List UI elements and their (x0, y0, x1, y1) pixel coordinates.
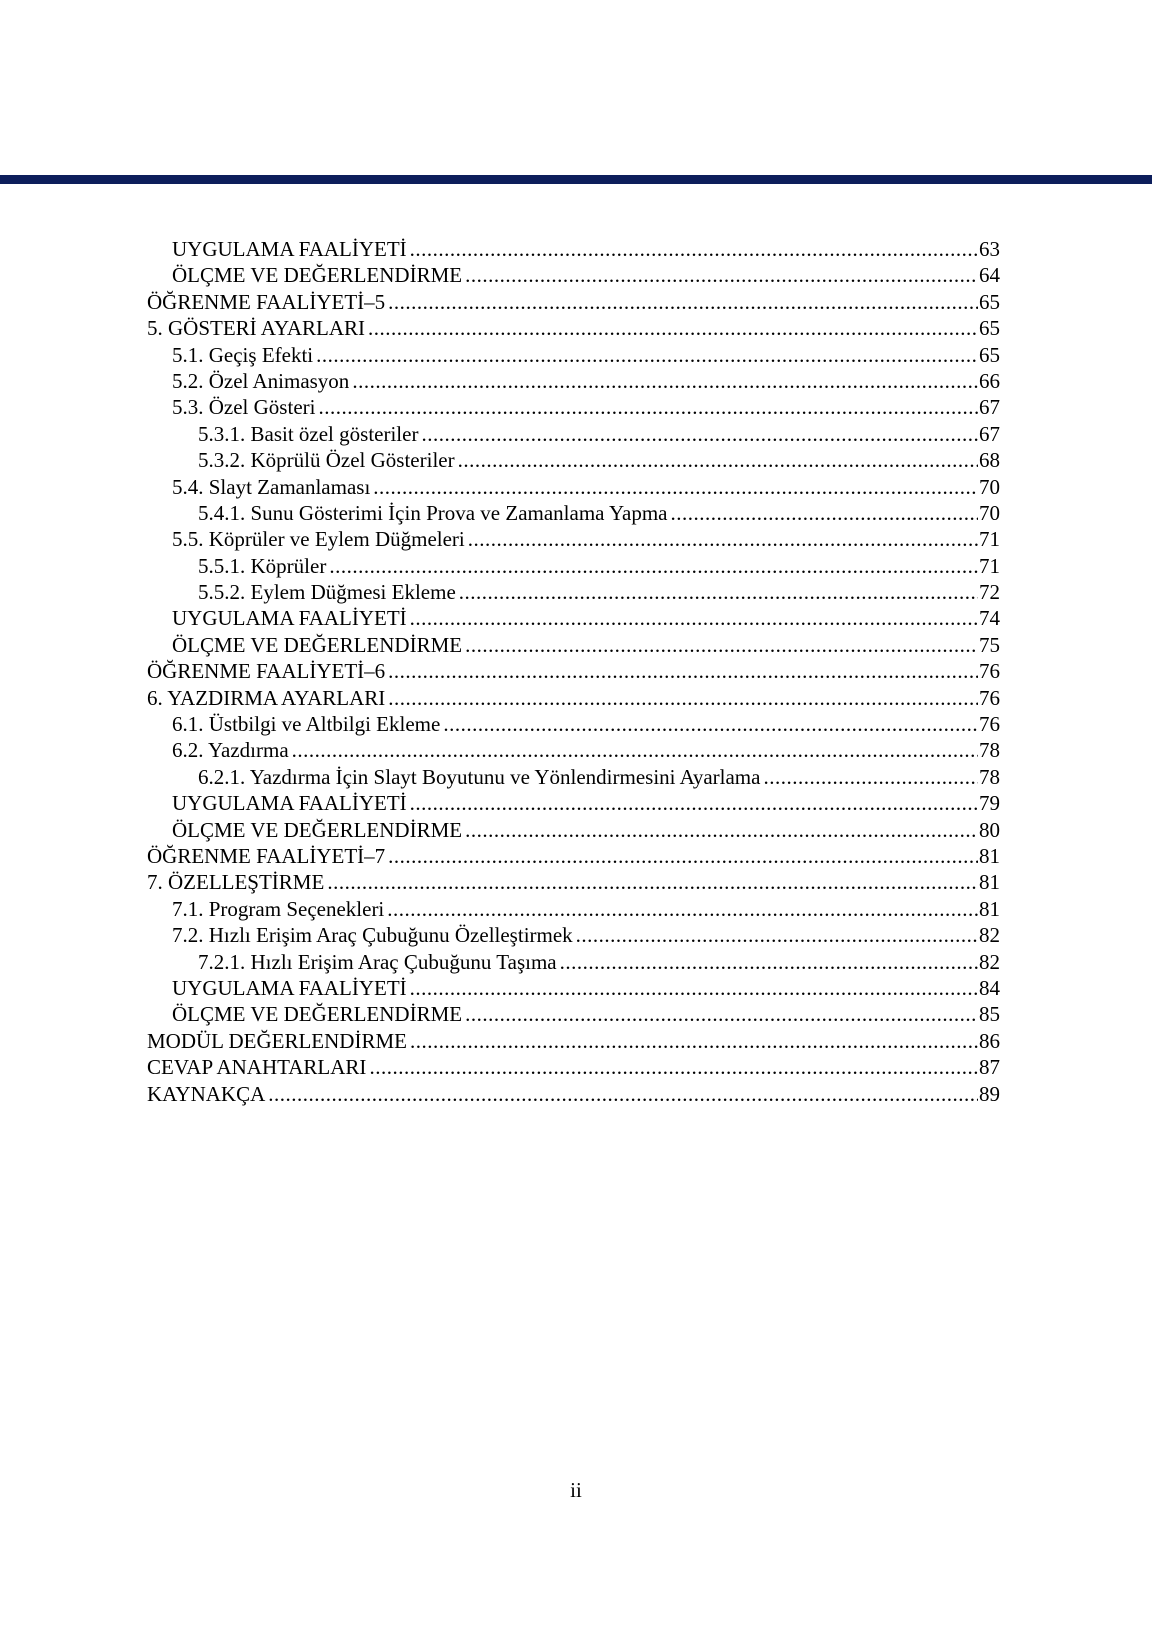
toc-entry-page: 66 (979, 368, 1000, 393)
toc-leader-dots (268, 1081, 978, 1107)
toc-leader-dots (388, 843, 978, 869)
toc-entry-title: 7.2.1. Hızlı Erişim Araç Çubuğunu Taşıma (198, 949, 557, 974)
toc-leader-dots (410, 975, 978, 1001)
toc-entry-title: UYGULAMA FAALİYETİ (172, 606, 407, 631)
toc-entry[interactable] (147, 632, 1000, 658)
toc-entry-page: 81 (979, 870, 1000, 895)
toc-entry-page: 71 (979, 553, 1000, 578)
toc-entry[interactable] (147, 896, 1000, 922)
toc-entry[interactable] (147, 685, 1000, 711)
toc-leader-dots (327, 869, 978, 895)
toc-entry-title: ÖĞRENME FAALİYETİ–5 (147, 289, 386, 314)
toc-leader-dots (368, 315, 978, 341)
toc-entry[interactable] (147, 843, 1000, 869)
toc-entry-title: ÖĞRENME FAALİYETİ–6 (147, 659, 386, 684)
toc-leader-dots (458, 447, 978, 473)
toc-entry-page: 82 (979, 923, 1000, 948)
toc-entry-title: 5.2. Özel Animasyon (172, 368, 350, 393)
toc-entry[interactable] (147, 236, 1000, 262)
toc-entry[interactable] (147, 817, 1000, 843)
toc-entry-page: 76 (979, 659, 1000, 684)
toc-entry[interactable] (147, 474, 1000, 500)
toc-leader-dots (465, 1001, 978, 1027)
toc-entry[interactable] (147, 394, 1000, 420)
toc-entry-title: 5.5. Köprüler ve Eylem Düğmeleri (172, 527, 465, 552)
toc-entry-page: 76 (979, 685, 1000, 710)
toc-entry-page: 87 (979, 1055, 1000, 1080)
toc-entry-page: 75 (979, 632, 1000, 657)
toc-entry-title: 6.2. Yazdırma (172, 738, 289, 763)
toc-entry-title: 6.2.1. Yazdırma İçin Slayt Boyutunu ve Yönlendirmesini Ayarlama (198, 764, 761, 789)
toc-entry-title: ÖLÇME VE DEĞERLENDİRME (172, 632, 463, 657)
toc-entry[interactable] (147, 526, 1000, 552)
toc-entry-title: 6.1. Üstbilgi ve Altbilgi Ekleme (172, 712, 441, 737)
toc-entry-page: 76 (979, 712, 1000, 737)
toc-entry[interactable] (147, 949, 1000, 975)
toc-entry[interactable] (147, 1054, 1000, 1080)
toc-entry[interactable] (147, 500, 1000, 526)
toc-entry-title: UYGULAMA FAALİYETİ (172, 237, 407, 261)
toc-leader-dots (410, 236, 978, 262)
toc-leader-dots (387, 896, 978, 922)
toc-leader-dots (468, 526, 978, 552)
toc-leader-dots (763, 764, 978, 790)
toc-leader-dots (465, 632, 978, 658)
toc-leader-dots (421, 421, 978, 447)
toc-entry-page: 63 (979, 237, 1000, 261)
toc-entry-title: 6. YAZDIRMA AYARLARI (147, 685, 386, 710)
toc-entry[interactable] (147, 262, 1000, 288)
toc-leader-dots (576, 922, 978, 948)
toc-entry-page: 81 (979, 896, 1000, 921)
header-rule (0, 175, 1152, 184)
toc-entry-title: 7.1. Program Seçenekleri (172, 896, 385, 921)
toc-entry-page: 82 (979, 949, 1000, 974)
toc-leader-dots (373, 474, 978, 500)
toc-entry-title: 7.2. Hızlı Erişim Araç Çubuğunu Özelleştirmek (172, 923, 573, 948)
toc-entry-page: 81 (979, 843, 1000, 868)
page-number: ii (570, 1478, 582, 1502)
toc-entry-page: 80 (979, 817, 1000, 842)
toc-entry[interactable] (147, 975, 1000, 1001)
toc-entry-page: 65 (979, 289, 1000, 314)
toc-entry-title: ÖLÇME VE DEĞERLENDİRME (172, 263, 463, 288)
toc-leader-dots (560, 949, 978, 975)
toc-leader-dots (410, 790, 978, 816)
toc-entry-title: 5.5.2. Eylem Düğmesi Ekleme (198, 580, 456, 605)
toc-entry[interactable] (147, 342, 1000, 368)
toc-entry-page: 89 (979, 1081, 1000, 1106)
toc-leader-dots (459, 579, 978, 605)
toc-entry-page: 85 (979, 1002, 1000, 1027)
toc-entry-title: 5.3.1. Basit özel gösteriler (198, 421, 419, 446)
toc-leader-dots (465, 817, 978, 843)
toc-entry-page: 70 (979, 474, 1000, 499)
toc-entry-page: 86 (979, 1028, 1000, 1053)
toc-leader-dots (369, 1054, 978, 1080)
toc-entry-page: 74 (979, 606, 1000, 631)
toc-entry[interactable] (147, 790, 1000, 816)
toc-entry-title: ÖĞRENME FAALİYETİ–7 (147, 843, 386, 868)
toc-entry-title: UYGULAMA FAALİYETİ (172, 791, 407, 816)
toc-entry-title: CEVAP ANAHTARLARI (147, 1055, 367, 1080)
toc-leader-dots (318, 394, 978, 420)
toc-entry-title: 5.4.1. Sunu Gösterimi İçin Prova ve Zamanlama Yapma (198, 500, 668, 525)
toc-entry-page: 84 (979, 975, 1000, 1000)
toc-leader-dots (671, 500, 978, 526)
toc-entry-title: 7. ÖZELLEŞTİRME (147, 870, 325, 895)
toc-leader-dots (329, 553, 978, 579)
toc-entry[interactable] (147, 1028, 1000, 1054)
toc-entry[interactable] (147, 421, 1000, 447)
toc-leader-dots (465, 262, 978, 288)
toc-entry-title: ÖLÇME VE DEĞERLENDİRME (172, 1002, 463, 1027)
toc-entry[interactable] (147, 315, 1000, 341)
toc-entry[interactable] (147, 737, 1000, 763)
toc-entry-page: 71 (979, 527, 1000, 552)
toc-entry-page: 70 (979, 500, 1000, 525)
toc-entry-title: ÖLÇME VE DEĞERLENDİRME (172, 817, 463, 842)
toc-entry-page: 67 (979, 421, 1000, 446)
toc-entry-title: 5.3.2. Köprülü Özel Gösteriler (198, 448, 455, 473)
toc-entry-title: MODÜL DEĞERLENDİRME (147, 1028, 407, 1053)
toc-entry-title: UYGULAMA FAALİYETİ (172, 975, 407, 1000)
toc-leader-dots (352, 368, 978, 394)
toc-entry[interactable] (147, 289, 1000, 315)
toc-entry-page: 68 (979, 448, 1000, 473)
toc-entry-page: 79 (979, 791, 1000, 816)
toc-leader-dots (388, 658, 978, 684)
toc-leader-dots (388, 289, 978, 315)
toc-entry-page: 65 (979, 316, 1000, 341)
toc-entry-page: 78 (979, 764, 1000, 789)
toc-entry-title: 5. GÖSTERİ AYARLARI (147, 316, 365, 341)
toc-entry[interactable] (147, 368, 1000, 394)
toc-entry[interactable] (147, 447, 1000, 473)
toc-entry[interactable] (147, 711, 1000, 737)
toc-leader-dots (388, 685, 978, 711)
toc-entry-page: 72 (979, 580, 1000, 605)
toc-entry-title: 5.3. Özel Gösteri (172, 395, 316, 420)
toc-entry-page: 65 (979, 342, 1000, 367)
toc-entry-title: 5.1. Geçiş Efekti (172, 342, 314, 367)
toc-entry[interactable] (147, 764, 1000, 790)
toc-entry-page: 78 (979, 738, 1000, 763)
toc-entry-title: 5.4. Slayt Zamanlaması (172, 474, 371, 499)
toc-leader-dots (410, 1028, 978, 1054)
toc-entry-title: KAYNAKÇA (147, 1081, 266, 1106)
toc-leader-dots (292, 737, 978, 763)
toc-entry[interactable] (147, 1081, 1000, 1107)
toc-entry[interactable] (147, 922, 1000, 948)
toc-entry[interactable] (147, 605, 1000, 631)
toc-leader-dots (410, 605, 978, 631)
toc-leader-dots (443, 711, 978, 737)
toc-entry[interactable] (147, 658, 1000, 684)
toc-entry[interactable] (147, 579, 1000, 605)
toc-entry[interactable] (147, 553, 1000, 579)
toc-entry-page: 64 (979, 263, 1000, 288)
toc-entry[interactable] (147, 869, 1000, 895)
table-of-contents (147, 236, 1000, 1107)
toc-entry-title: 5.5.1. Köprüler (198, 553, 327, 578)
toc-leader-dots (316, 342, 978, 368)
toc-entry-page: 67 (979, 395, 1000, 420)
toc-entry[interactable] (147, 1001, 1000, 1027)
